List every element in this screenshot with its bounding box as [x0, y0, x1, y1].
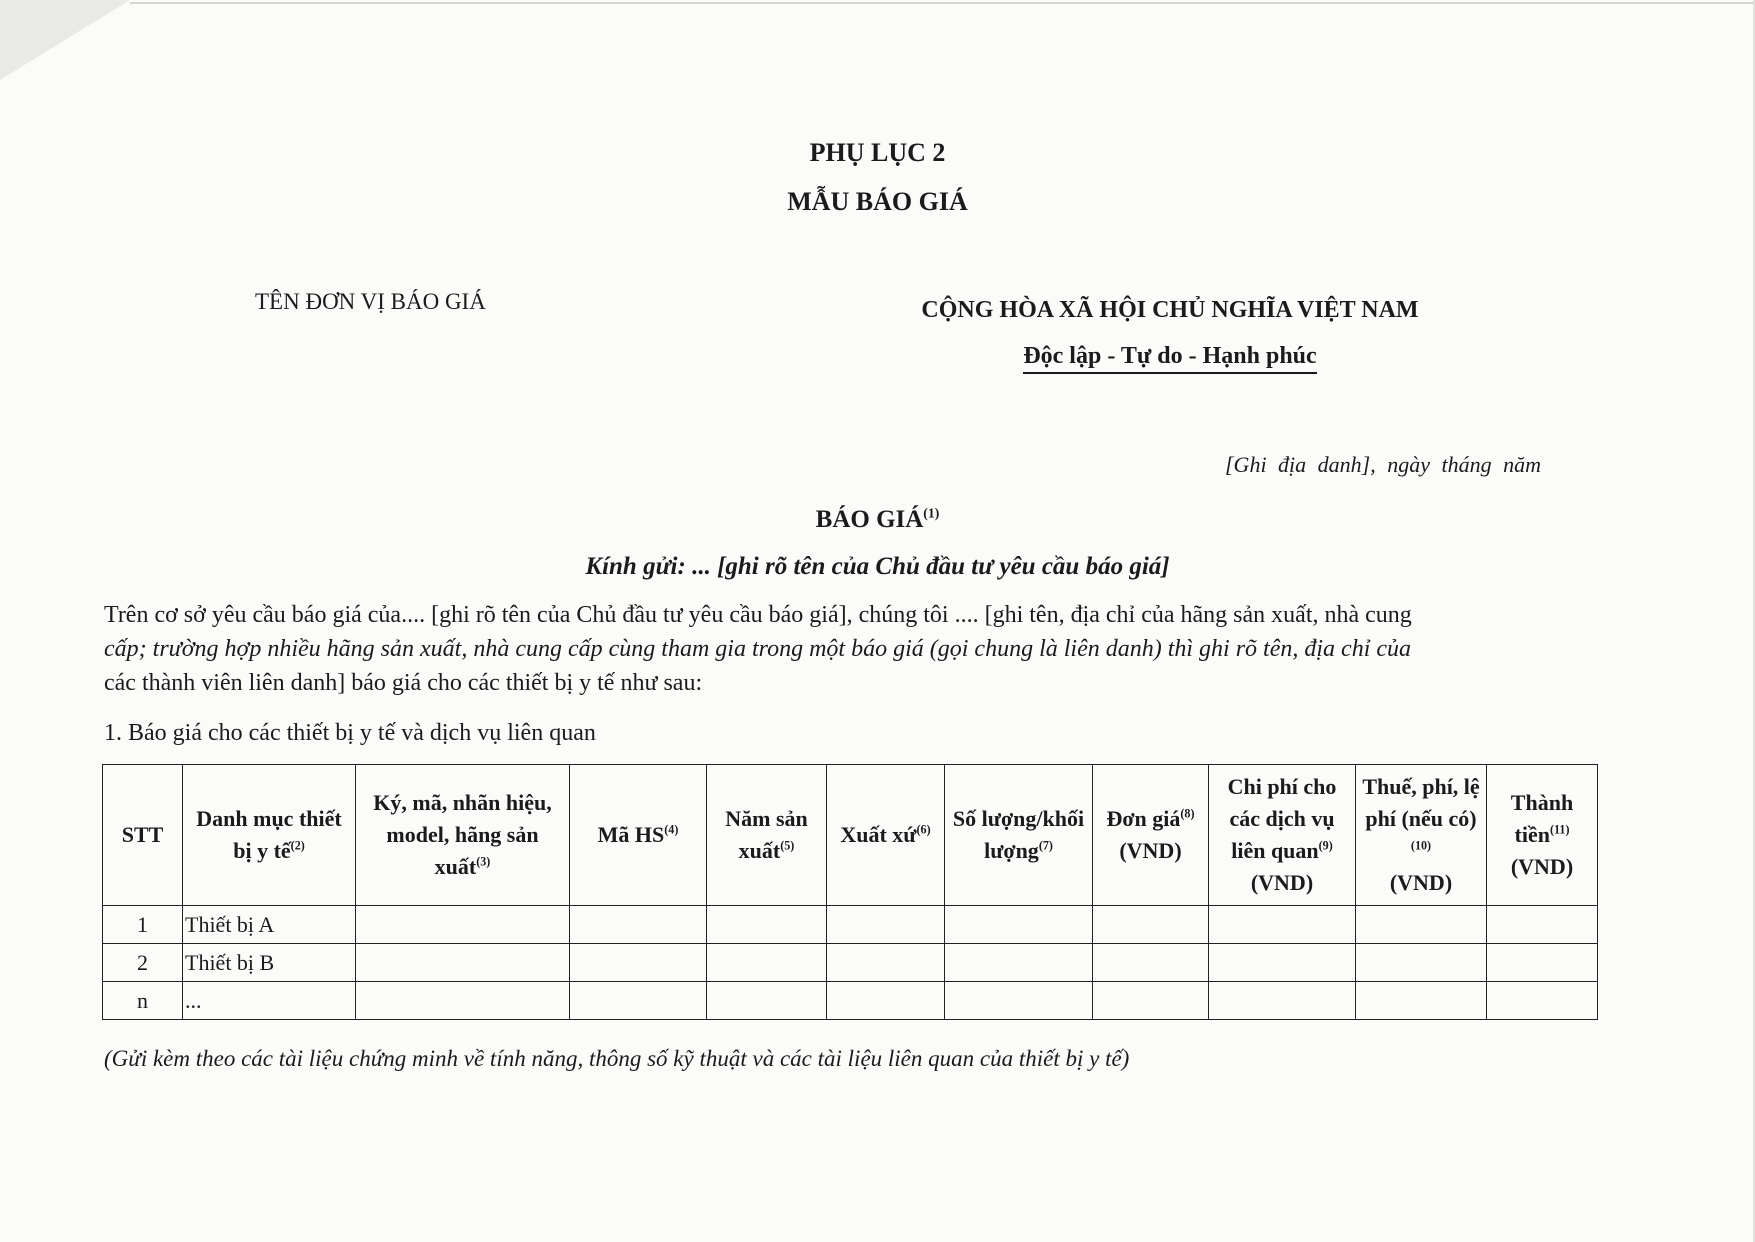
header-total: Thành tiền$^{(11)}$ (VND)	[1487, 765, 1598, 906]
sender-unit-label: TÊN ĐƠN VỊ BÁO GIÁ	[255, 289, 486, 314]
cell-empty	[1093, 982, 1209, 1020]
cell-empty	[1209, 982, 1356, 1020]
header-stt: STT	[103, 765, 183, 906]
header-service-cost: Chi phí cho các dịch vụ liên quan$^{(9)}$ (VND)	[1209, 765, 1356, 906]
cell-stt: 2	[103, 944, 183, 982]
cell-empty	[827, 982, 945, 1020]
cell-empty	[1093, 906, 1209, 944]
cell-empty	[945, 982, 1093, 1020]
cell-device-name: Thiết bị A	[183, 906, 356, 944]
intro-line-3: các thành viên liên danh] báo giá cho các thiết bị y tế như sau:	[104, 670, 703, 696]
cell-empty	[356, 906, 570, 944]
header-tax-fees: Thuế, phí, lệ phí (nếu có)$^{(10)}$ (VND)	[1356, 765, 1487, 906]
cell-empty	[1356, 906, 1487, 944]
cell-empty	[356, 982, 570, 1020]
national-motto-text: Độc lập - Tự do - Hạnh phúc	[1023, 343, 1316, 374]
cell-empty	[1356, 944, 1487, 982]
cell-stt: n	[103, 982, 183, 1020]
header-brand-model: Ký, mã, nhãn hiệu, model, hãng sản xuất$^{(3)}$	[356, 765, 570, 906]
cell-empty	[1356, 982, 1487, 1020]
intro-line-2: cấp; trường hợp nhiều hãng sản xuất, nhà cung cấp cùng tham gia trong một báo giá (gọi chung là liên danh) thì ghi rõ tên, địa chỉ của	[104, 636, 1412, 662]
attachment-note: (Gửi kèm theo các tài liệu chứng minh về tính năng, thông số kỹ thuật và các tài liệu liên quan của thiết bị y tế)	[104, 1046, 1130, 1071]
addressee: Kính gửi: ... [ghi rõ tên của Chủ đầu tư yêu cầu báo giá]	[585, 553, 1170, 580]
cell-empty	[356, 944, 570, 982]
form-title: MẪU BÁO GIÁ	[787, 187, 968, 216]
cell-empty	[945, 906, 1093, 944]
cell-empty	[1209, 944, 1356, 982]
header-device-list: Danh mục thiết bị y tế$^{(2)}$	[183, 765, 356, 906]
cell-empty	[570, 944, 707, 982]
cell-device-name: ...	[183, 982, 356, 1020]
table-row	[103, 982, 1598, 1020]
section-1-heading: 1. Báo giá cho các thiết bị y tế và dịch vụ liên quan	[104, 720, 596, 746]
header-hs-code: Mã HS$^{(4)}$	[570, 765, 707, 906]
cell-device-name: Thiết bị B	[183, 944, 356, 982]
intro-line-1: Trên cơ sở yêu cầu báo giá của.... [ghi rõ tên của Chủ đầu tư yêu cầu báo giá], chúng tôi .... [ghi tên, địa chỉ của hãng sản xuất, nhà cung	[104, 602, 1412, 628]
cell-empty	[945, 944, 1093, 982]
cell-empty	[1487, 982, 1598, 1020]
national-motto	[860, 343, 1480, 370]
header-origin: Xuất xứ$^{(6)}$	[827, 765, 945, 906]
cell-empty	[1487, 944, 1598, 982]
cell-empty	[707, 906, 827, 944]
cell-empty	[827, 906, 945, 944]
table-header-row	[103, 765, 1598, 906]
cell-empty	[1093, 944, 1209, 982]
national-name: CỘNG HÒA XÃ HỘI CHỦ NGHĨA VIỆT NAM	[921, 297, 1419, 323]
cell-empty	[570, 982, 707, 1020]
cell-empty	[707, 982, 827, 1020]
cell-empty	[827, 944, 945, 982]
quote-title	[0, 506, 1755, 534]
quote-title-note: (1)	[923, 505, 940, 521]
quote-title-text: BÁO GIÁ	[815, 506, 924, 533]
header-quantity: Số lượng/khối lượng$^{(7)}$	[945, 765, 1093, 906]
cell-empty	[1487, 906, 1598, 944]
cell-empty	[570, 906, 707, 944]
page-top-edge	[130, 2, 1755, 4]
cell-empty	[1209, 906, 1356, 944]
appendix-title: PHỤ LỤC 2	[809, 138, 946, 167]
header-unit-price: Đơn giá$^{(8)}$ (VND)	[1093, 765, 1209, 906]
cell-empty	[707, 944, 827, 982]
table-row	[103, 906, 1598, 944]
quote-table	[102, 764, 1598, 1020]
header-year: Năm sản xuất$^{(5)}$	[707, 765, 827, 906]
dateline: [Ghi địa danh], ngày tháng năm	[1225, 452, 1541, 477]
cell-stt: 1	[103, 906, 183, 944]
page-fold-corner	[0, 0, 130, 80]
table-row	[103, 944, 1598, 982]
